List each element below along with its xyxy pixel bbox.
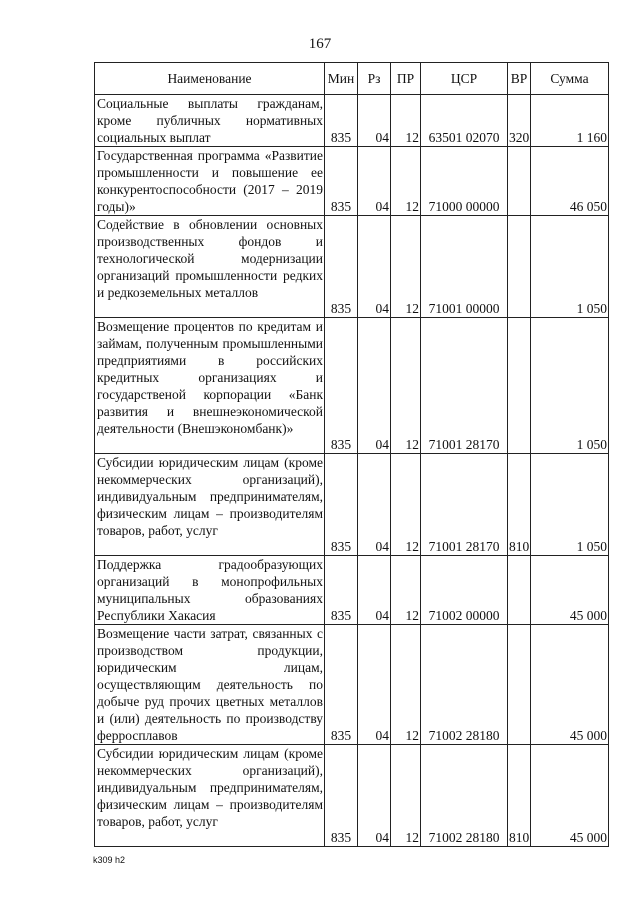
row-csr: 71002 00000	[421, 556, 508, 625]
row-pr: 12	[391, 625, 421, 745]
row-pr: 12	[391, 216, 421, 318]
table-row	[95, 625, 609, 745]
row-min: 835	[325, 454, 358, 556]
row-sum: 45 000	[531, 625, 609, 745]
row-pr: 12	[391, 95, 421, 147]
row-rz: 04	[358, 318, 391, 454]
row-rz: 04	[358, 745, 391, 847]
row-csr: 71001 28170	[421, 454, 508, 556]
row-sum: 1 050	[531, 454, 609, 556]
row-name: Возмещение процентов по кредитам и займам, полученным промышленными предприятиями в российских кредитных организациях и государственой корпорации «Банк развития и внешнеэкономической деятельности (Внешэкономбанк)»	[95, 318, 325, 454]
table-row	[95, 745, 609, 847]
row-vr	[508, 556, 531, 625]
row-csr: 71000 00000	[421, 147, 508, 216]
budget-table	[94, 62, 609, 847]
row-rz: 04	[358, 625, 391, 745]
row-min: 835	[325, 318, 358, 454]
row-min: 835	[325, 147, 358, 216]
row-min: 835	[325, 216, 358, 318]
footer-code: k309 h2	[93, 855, 126, 865]
row-sum: 1 050	[531, 216, 609, 318]
header-rz: Рз	[358, 63, 391, 95]
row-vr: 320	[508, 95, 531, 147]
page-number: 167	[308, 36, 332, 52]
header-pr: ПР	[391, 63, 421, 95]
header-name: Наименование	[95, 63, 325, 95]
row-sum: 1 050	[531, 318, 609, 454]
row-name: Государственная программа «Развитие промышленности и повышение ее конкурентоспособности (2017 – 2019 годы)»	[95, 147, 325, 216]
table-header-row	[95, 63, 609, 95]
row-vr: 810	[508, 745, 531, 847]
row-pr: 12	[391, 318, 421, 454]
row-vr	[508, 625, 531, 745]
header-vr: ВР	[508, 63, 531, 95]
row-sum: 45 000	[531, 745, 609, 847]
row-pr: 12	[391, 745, 421, 847]
row-name: Содействие в обновлении основных производственных фондов и технологической модернизации организаций промышленности редких и редкоземельных металлов	[95, 216, 325, 318]
row-rz: 04	[358, 556, 391, 625]
table-row	[95, 95, 609, 147]
header-min: Мин	[325, 63, 358, 95]
row-name: Социальные выплаты гражданам, кроме публичных нормативных социальных выплат	[95, 95, 325, 147]
row-rz: 04	[358, 216, 391, 318]
row-sum: 45 000	[531, 556, 609, 625]
table-row	[95, 216, 609, 318]
table-row	[95, 318, 609, 454]
table-row	[95, 454, 609, 556]
row-name: Субсидии юридическим лицам (кроме некоммерческих организаций), индивидуальным предпринимателям, физическим лицам – производителям товаров, работ, услуг	[95, 454, 325, 556]
row-name: Возмещение части затрат, связанных с производством продукции, юридическим лицам, осуществляющим деятельность по добыче руд прочих цветных металлов и (или) деятельность по производству ферросплавов	[95, 625, 325, 745]
row-sum: 1 160	[531, 95, 609, 147]
row-min: 835	[325, 625, 358, 745]
row-pr: 12	[391, 147, 421, 216]
table-row	[95, 556, 609, 625]
row-rz: 04	[358, 147, 391, 216]
header-sum: Сумма	[531, 63, 609, 95]
row-rz: 04	[358, 95, 391, 147]
row-vr	[508, 318, 531, 454]
row-name: Субсидии юридическим лицам (кроме некоммерческих организаций), индивидуальным предпринимателям, физическим лицам – производителям товаров, работ, услуг	[95, 745, 325, 847]
row-pr: 12	[391, 454, 421, 556]
row-csr: 71002 28180	[421, 745, 508, 847]
row-sum: 46 050	[531, 147, 609, 216]
row-vr	[508, 216, 531, 318]
row-vr: 810	[508, 454, 531, 556]
row-csr: 71001 00000	[421, 216, 508, 318]
row-rz: 04	[358, 454, 391, 556]
row-name: Поддержка градообразующих организаций в монопрофильных муниципальных образованиях Республики Хакасия	[95, 556, 325, 625]
row-csr: 63501 02070	[421, 95, 508, 147]
row-vr	[508, 147, 531, 216]
row-min: 835	[325, 95, 358, 147]
row-min: 835	[325, 745, 358, 847]
row-csr: 71002 28180	[421, 625, 508, 745]
row-pr: 12	[391, 556, 421, 625]
row-min: 835	[325, 556, 358, 625]
header-csr: ЦСР	[421, 63, 508, 95]
table-row	[95, 147, 609, 216]
row-csr: 71001 28170	[421, 318, 508, 454]
